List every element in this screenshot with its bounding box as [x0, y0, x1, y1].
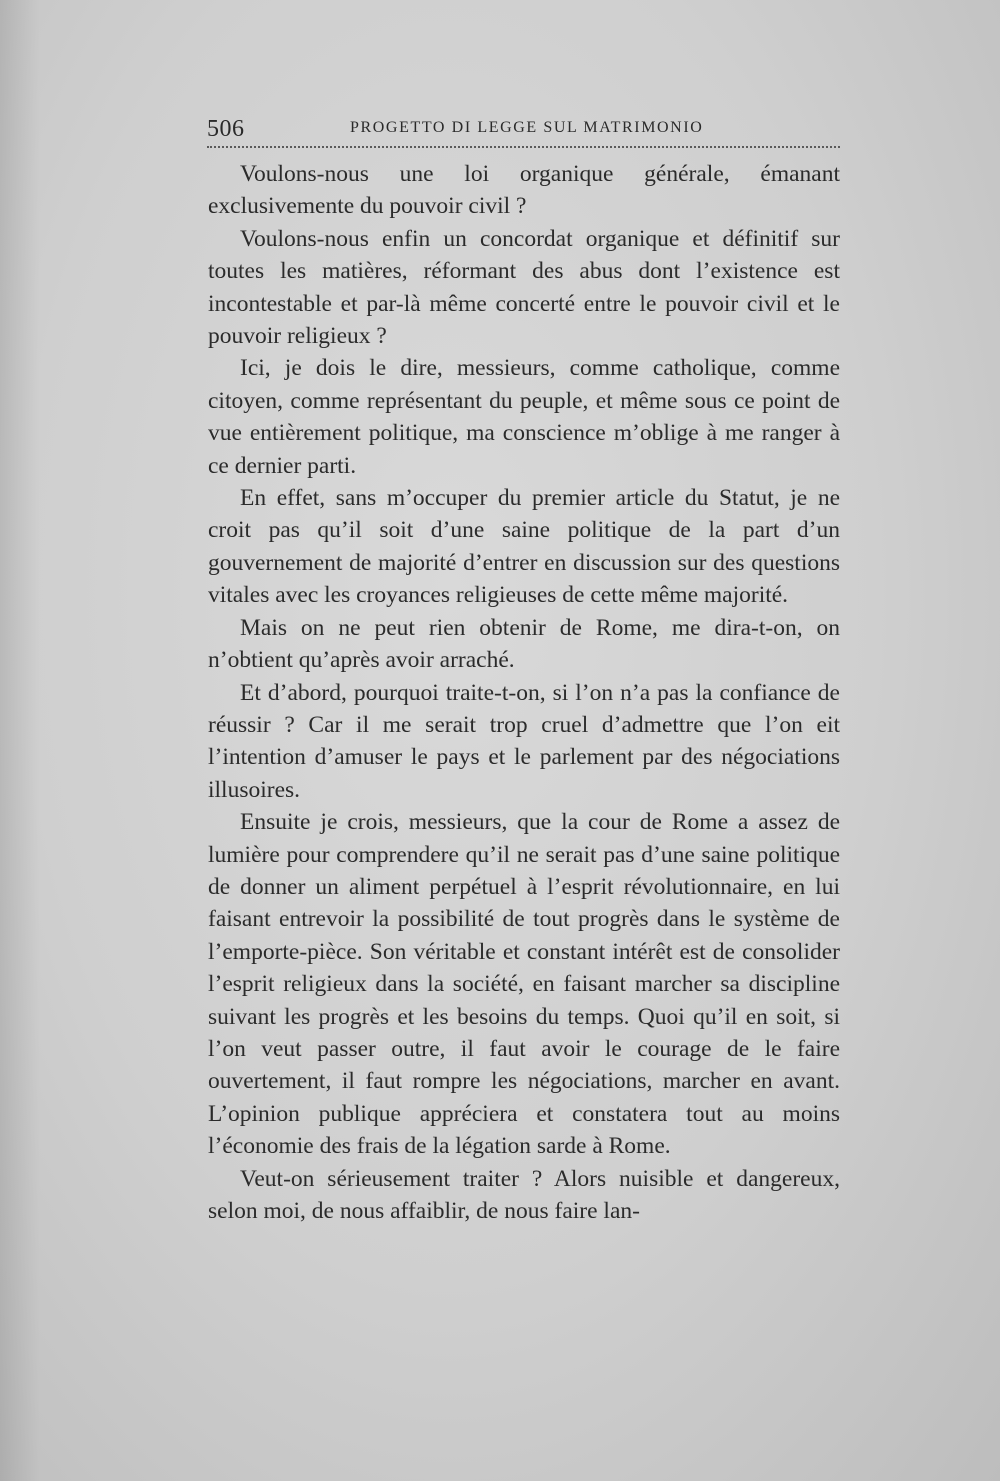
paragraph: Voulons-nous enfin un concordat organique et définitif sur toutes les matières, réformant des abus dont l’existence est incontestable et par-là même concerté entre le pouvoir civil et le pouvoir religieux ? [208, 225, 840, 350]
body-text [208, 158, 840, 1227]
paragraph: Ici, je dois le dire, messieurs, comme catholique, comme citoyen, comme représentant du peuple, et même sous ce point de vue entièrement politique, ma conscience m’oblige à me ranger à ce dernier parti. [208, 355, 840, 479]
page-header [207, 112, 840, 142]
spine-shadow [0, 0, 40, 1481]
paragraph: Veut-on sérieusement traiter ? Alors nuisible et dangereux, selon moi, de nous affaiblir, de nous faire lan- [208, 1165, 840, 1224]
page-number: 506 [207, 116, 245, 142]
paragraph: Voulons-nous une loi organique générale, émanant exclusivemente du pouvoir civil ? [208, 161, 840, 220]
paragraph: Et d’abord, pourquoi traite-t-on, si l’on n’a pas la confiance de réussir ? Car il me serait trop cruel d’admettre que l’on eit l’intention d’amuser le pays et le parlement par des négociations illusoires. [208, 679, 840, 803]
running-title: PROGETTO DI LEGGE SUL MATRIMONIO [350, 119, 704, 136]
header-dotted-rule [207, 146, 840, 148]
paragraph: En effet, sans m’occuper du premier article du Statut, je ne croit pas qu’il soit d’une saine politique de la part d’un gouvernement de majorité d’entrer en discussion sur des questions vitales avec les croyances religieuses de cette même majorité. [208, 485, 840, 609]
paragraph: Mais on ne peut rien obtenir de Rome, me dira-t-on, on n’obtient qu’après avoir arraché. [208, 614, 840, 674]
paragraph: Ensuite je crois, messieurs, que la cour de Rome a assez de lumière pour comprendere qu’il ne serait pas d’une saine politique de donner un aliment perpétuel à l’esprit révolutionnaire, en lui faisant entrevoir la possibilité de tout progrès dans le système de l’emporte-pièce. Son véritable et constant intérêt est de consolider l’esprit religieux dans la société, en faisant marcher sa discipline suivant les progrès et les besoins du temps. Quoi qu’il en soit, si l’on veut passer outre, il faut avoir le courage de le faire ouvertement, il faut rompre les négociations, marcher en avant. L’opinion publique appréciera et constatera tout au moins l’économie des frais de la légation sarde à Rome. [208, 809, 840, 1160]
